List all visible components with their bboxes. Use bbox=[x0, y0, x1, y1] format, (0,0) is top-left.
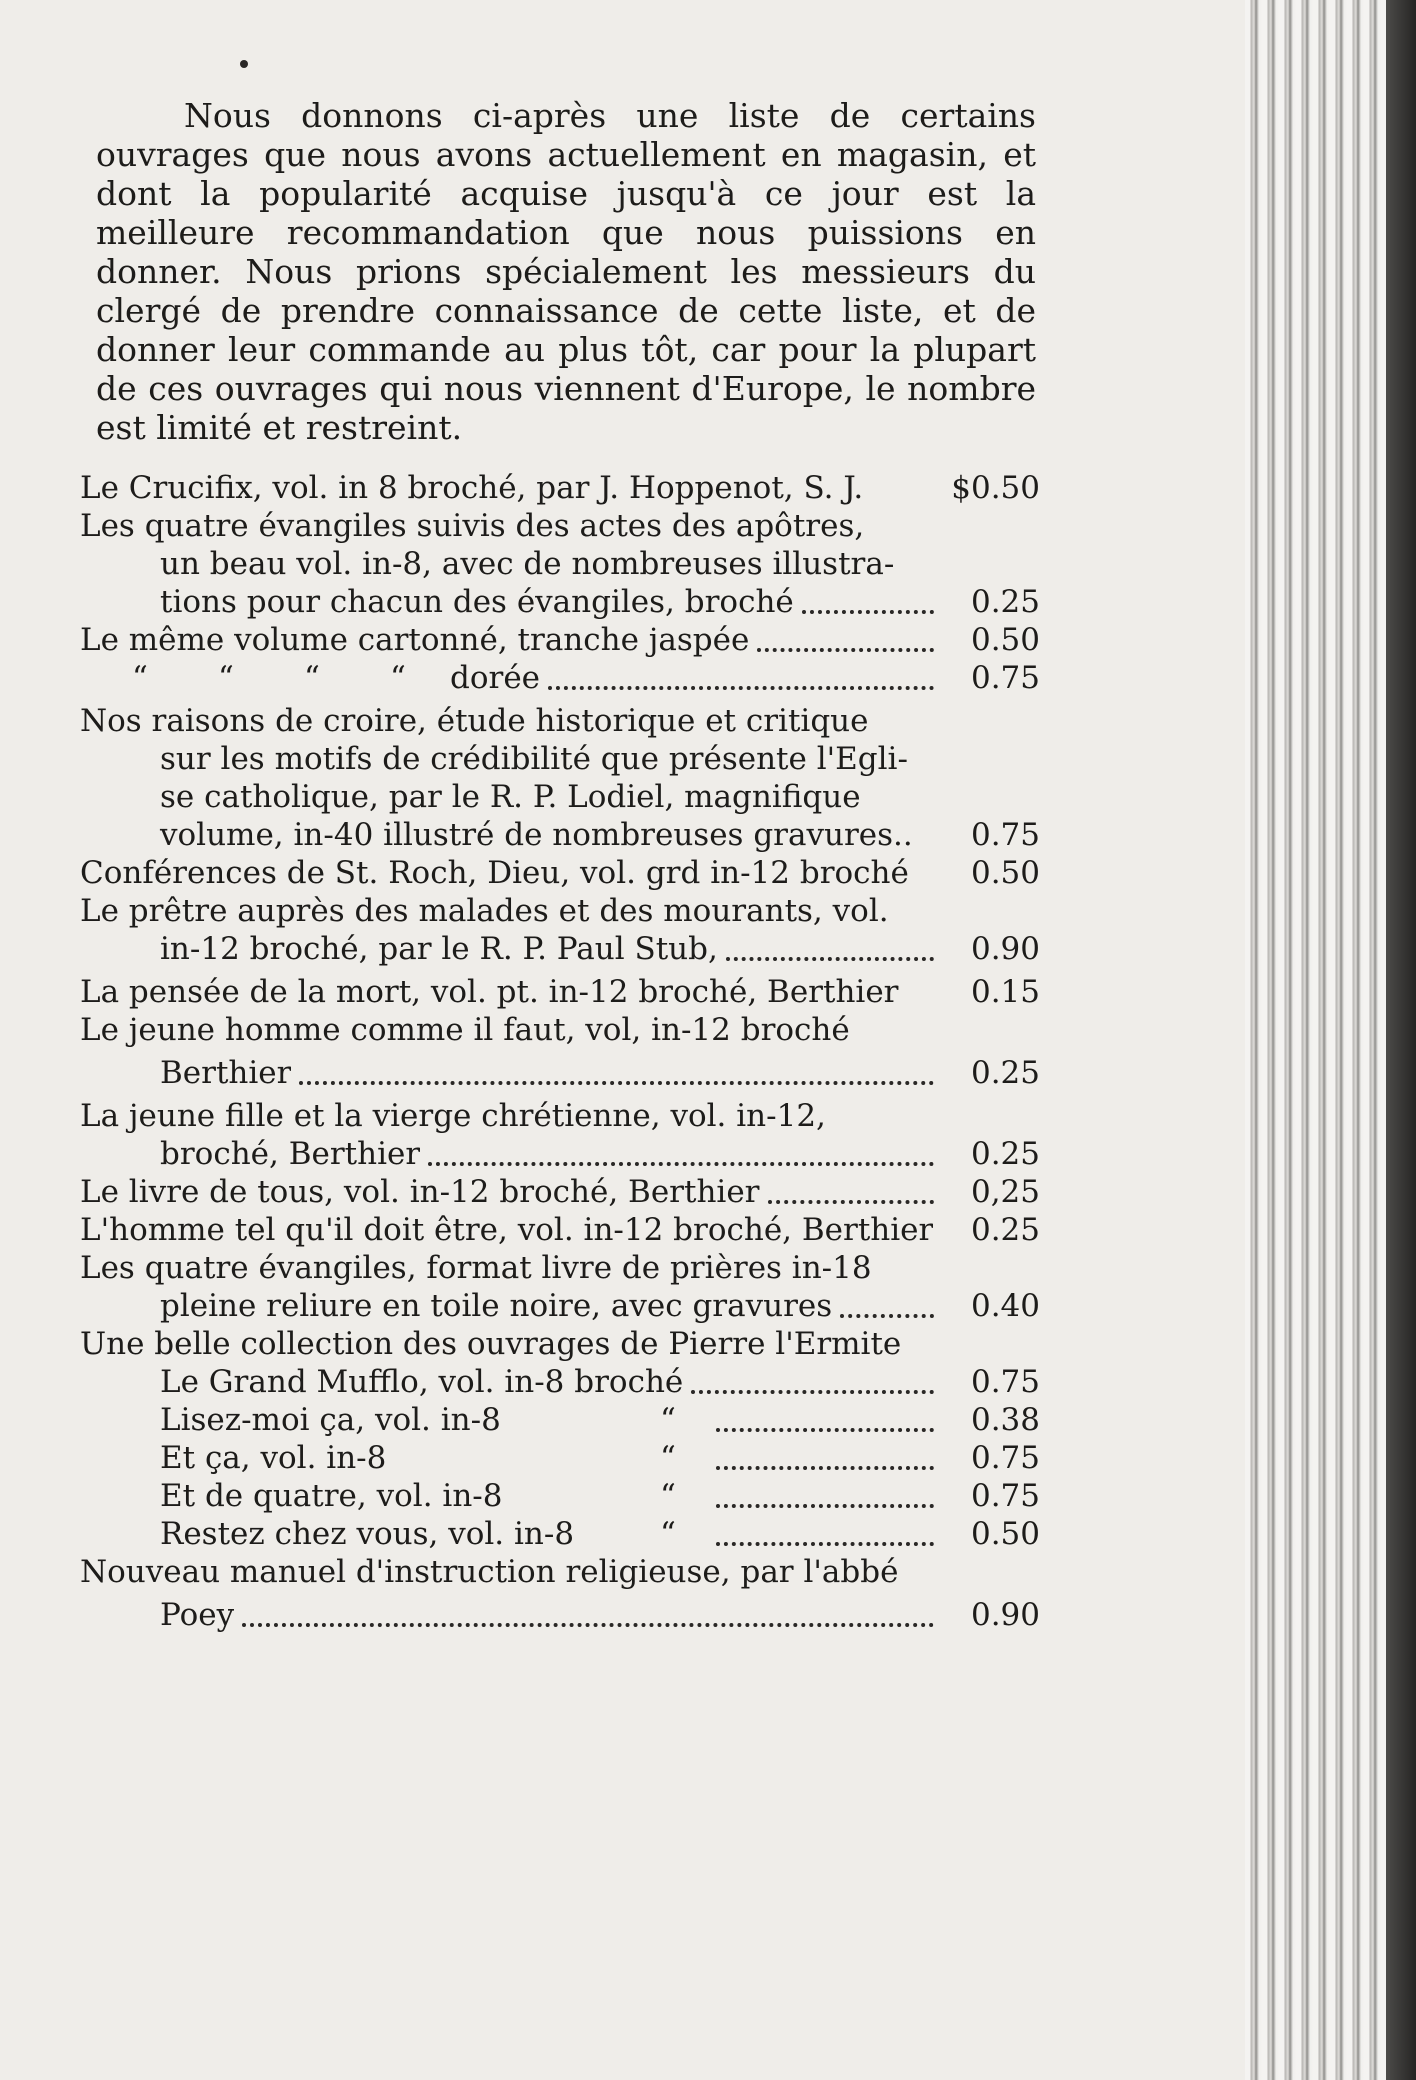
item-title: Le même volume cartonné, tranche jaspée bbox=[80, 622, 750, 658]
item-title: Berthier bbox=[160, 1055, 292, 1091]
item-title: Nos raisons de croire, étude historique et critique bbox=[80, 703, 869, 739]
list-item-continuation bbox=[80, 777, 1040, 815]
dot-leader bbox=[716, 1512, 934, 1546]
item-title: Le Grand Mufflo, vol. in-8 broché bbox=[160, 1364, 684, 1400]
item-price: 0.50 bbox=[970, 1516, 1040, 1552]
ditto-mark: “ bbox=[660, 1516, 676, 1552]
ditto-mark: “ bbox=[304, 660, 320, 696]
item-title: Le jeune homme comme il faut, vol, in-12 broché bbox=[80, 1012, 850, 1048]
item-price: 0.25 bbox=[970, 1136, 1040, 1172]
item-title: Nouveau manuel d'instruction religieuse, par l'abbé bbox=[80, 1554, 899, 1590]
list-item bbox=[80, 1514, 1040, 1552]
dot-leader bbox=[716, 1474, 934, 1508]
list-item bbox=[80, 853, 1040, 891]
list-item bbox=[80, 891, 1040, 929]
list-item bbox=[80, 967, 1040, 1010]
list-item-continuation bbox=[80, 929, 1040, 967]
list-item bbox=[80, 1210, 1040, 1248]
list-item bbox=[80, 696, 1040, 739]
ditto-mark: “ bbox=[660, 1440, 676, 1476]
ink-speck bbox=[240, 60, 248, 68]
list-item bbox=[80, 1400, 1040, 1438]
list-item bbox=[80, 1248, 1040, 1286]
item-price: 0.38 bbox=[970, 1402, 1040, 1438]
dot-leader bbox=[242, 1593, 934, 1627]
list-item bbox=[80, 1091, 1040, 1134]
item-price: 0.50 bbox=[970, 855, 1040, 891]
item-title: sur les motifs de crédibilité que présente l'Egli- bbox=[160, 741, 908, 777]
item-price: 0.25 bbox=[970, 584, 1040, 620]
item-price: 0.25 bbox=[970, 1055, 1040, 1091]
item-price: 0.90 bbox=[970, 1597, 1040, 1633]
item-title: broché, Berthier bbox=[160, 1136, 421, 1172]
item-title: in-12 broché, par le R. P. Paul Stub, bbox=[160, 931, 718, 967]
dot-leader bbox=[428, 1132, 934, 1166]
ditto-mark: “ bbox=[218, 660, 234, 696]
list-item bbox=[80, 1438, 1040, 1476]
list-item bbox=[80, 1476, 1040, 1514]
item-price: 0.75 bbox=[970, 660, 1040, 696]
item-title: Une belle collection des ouvrages de Pierre l'Ermite bbox=[80, 1326, 902, 1362]
dot-leader bbox=[716, 1436, 934, 1470]
item-title: Le prêtre auprès des malades et des mourants, vol. bbox=[80, 893, 889, 929]
dot-leader bbox=[840, 1284, 934, 1318]
intro-text: Nous donnons ci-après une liste de certains ouvrages que nous avons actuellement en magasin, et dont la popularité acquise jusqu'à ce jour est la meilleure recommandation que nous puissions en donner. Nous prions spécialement les messieurs du clergé de prendre connaissance de cette liste, et de donner leur commande au plus tôt, car pour la plupart de ces ouvrages qui nous viennent d'Europe, le nombre est limité et restreint. bbox=[96, 96, 1036, 447]
item-title: Les quatre évangiles, format livre de prières in-18 bbox=[80, 1250, 872, 1286]
list-item bbox=[80, 1552, 1040, 1590]
item-title: Le livre de tous, vol. in-12 broché, Berthier bbox=[80, 1174, 760, 1210]
dot-leader bbox=[757, 618, 934, 652]
item-title: La pensée de la mort, vol. pt. in-12 broché, Berthier bbox=[80, 974, 899, 1010]
ditto-mark: “ bbox=[390, 660, 406, 696]
item-title: Les quatre évangiles suivis des actes des apôtres, bbox=[80, 508, 865, 544]
item-title: un beau vol. in-8, avec de nombreuses illustra- bbox=[160, 546, 895, 582]
item-price: 0,25 bbox=[970, 1174, 1040, 1210]
list-item-continuation bbox=[80, 1134, 1040, 1172]
item-title: se catholique, par le R. P. Lodiel, magnifique bbox=[160, 779, 861, 815]
item-price: 0.75 bbox=[970, 817, 1040, 853]
item-price: 0.75 bbox=[970, 1364, 1040, 1400]
item-title: Conférences de St. Roch, Dieu, vol. grd in-12 broché bbox=[80, 855, 909, 891]
item-title: dorée bbox=[450, 660, 541, 696]
dot-leader bbox=[548, 656, 934, 690]
book-page-edges bbox=[1245, 0, 1416, 2080]
ditto-marks bbox=[80, 660, 540, 696]
item-title: Lisez-moi ça, vol. in-8 bbox=[160, 1402, 501, 1438]
list-item bbox=[80, 463, 1040, 506]
list-item bbox=[80, 1324, 1040, 1362]
item-price: 0.15 bbox=[970, 974, 1040, 1010]
item-title: L'homme tel qu'il doit être, vol. in-12 broché, Berthier bbox=[80, 1212, 934, 1248]
item-price: 0.50 bbox=[970, 622, 1040, 658]
dot-leader bbox=[768, 1170, 934, 1204]
item-title: pleine reliure en toile noire, avec gravures bbox=[160, 1288, 833, 1324]
item-title: Et de quatre, vol. in-8 bbox=[160, 1478, 503, 1514]
list-item-continuation bbox=[80, 1048, 1040, 1091]
item-price: 0.25 bbox=[970, 1212, 1040, 1248]
dot-leader bbox=[802, 580, 934, 614]
item-title: Le Crucifix, vol. in 8 broché, par J. Hoppenot, S. J. bbox=[80, 470, 864, 506]
item-title: Poey bbox=[160, 1597, 235, 1633]
list-item-continuation bbox=[80, 739, 1040, 777]
ditto-mark: “ bbox=[132, 660, 148, 696]
list-item-continuation bbox=[80, 582, 1040, 620]
item-price: 0.90 bbox=[970, 931, 1040, 967]
dot-leader bbox=[726, 927, 934, 961]
dot-leader bbox=[716, 1398, 934, 1432]
list-item bbox=[80, 1172, 1040, 1210]
item-price: $0.50 bbox=[951, 470, 1040, 506]
item-price: 0.75 bbox=[970, 1440, 1040, 1476]
book-price-list bbox=[80, 463, 1040, 1633]
item-title: Et ça, vol. in-8 bbox=[160, 1440, 387, 1476]
list-item bbox=[80, 658, 1040, 696]
intro-paragraph bbox=[96, 96, 1036, 447]
list-item-continuation bbox=[80, 544, 1040, 582]
dot-leader bbox=[299, 1051, 934, 1085]
list-item bbox=[80, 620, 1040, 658]
list-item-continuation bbox=[80, 1590, 1040, 1633]
list-item-continuation bbox=[80, 1286, 1040, 1324]
list-item bbox=[80, 506, 1040, 544]
list-item-continuation bbox=[80, 815, 1040, 853]
item-title: La jeune fille et la vierge chrétienne, vol. in-12, bbox=[80, 1098, 826, 1134]
item-title: Restez chez vous, vol. in-8 bbox=[160, 1516, 575, 1552]
item-price: 0.75 bbox=[970, 1478, 1040, 1514]
ditto-mark: “ bbox=[660, 1478, 676, 1514]
ditto-mark: “ bbox=[660, 1402, 676, 1438]
item-price: 0.40 bbox=[970, 1288, 1040, 1324]
dot-leader bbox=[691, 1360, 934, 1394]
item-title: volume, in-40 illustré de nombreuses gravures.. bbox=[160, 817, 913, 853]
list-item bbox=[80, 1362, 1040, 1400]
item-title: tions pour chacun des évangiles, broché bbox=[160, 584, 794, 620]
list-item bbox=[80, 1010, 1040, 1048]
